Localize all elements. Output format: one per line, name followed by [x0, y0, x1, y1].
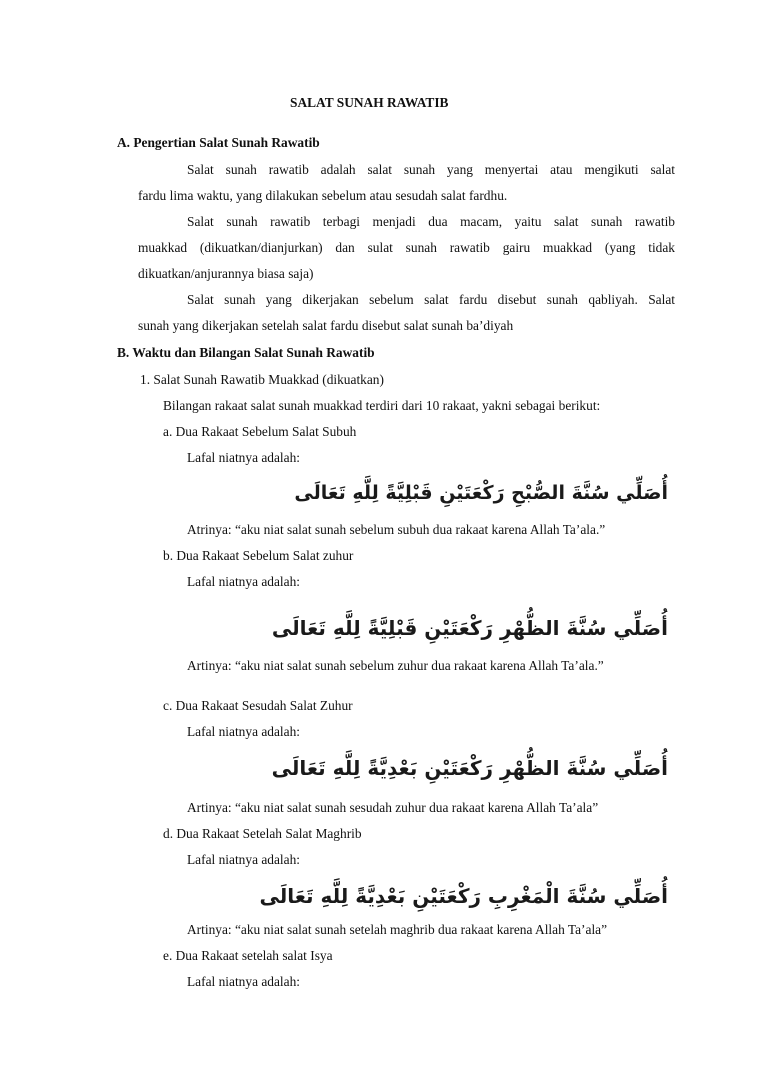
- paragraph-1-line-2: fardu lima waktu, yang dilakukan sebelum atau sesudah salat fardhu.: [138, 188, 508, 203]
- subitem-c-label: c. Dua Rakaat Sesudah Salat Zuhur: [163, 698, 353, 713]
- subitem-a-meaning: Atrinya: “aku niat salat sunah sebelum subuh dua rakaat karena Allah Ta’ala.”: [187, 522, 606, 537]
- subitem-b-arabic-niat: أُصَلِّي سُنَّةَ الظُّهْرِ رَكْعَتَيْنِ قَبْلِيَّةً لِلَّهِ تَعَالَى: [271, 616, 668, 640]
- paragraph-1-line-1: Salat sunah rawatib adalah salat sunah yang menyertai atau mengikuti salat: [187, 162, 675, 177]
- paragraph-3-line-2: sunah yang dikerjakan setelah salat fardu disebut salat sunah ba’diyah: [138, 318, 514, 333]
- list-item-1-description: Bilangan rakaat salat sunah muakkad terdiri dari 10 rakaat, yakni sebagai berikut:: [163, 398, 601, 413]
- subitem-c-lafal: Lafal niatnya adalah:: [187, 724, 301, 739]
- subitem-a-lafal: Lafal niatnya adalah:: [187, 450, 301, 465]
- section-b-heading: B. Waktu dan Bilangan Salat Sunah Rawatib: [117, 345, 375, 360]
- subitem-d-meaning: Artinya: “aku niat salat sunah setelah maghrib dua rakaat karena Allah Ta’ala”: [187, 922, 608, 937]
- page-title: SALAT SUNAH RAWATIB: [290, 95, 449, 110]
- subitem-e-label: e. Dua Rakaat setelah salat Isya: [163, 948, 333, 963]
- section-a-heading: A. Pengertian Salat Sunah Rawatib: [117, 135, 320, 150]
- paragraph-2-line-1: Salat sunah rawatib terbagi menjadi dua macam, yaitu salat sunah rawatib: [187, 214, 675, 229]
- subitem-d-arabic-niat: أُصَلِّي سُنَّةَ الْمَغْرِبِ رَكْعَتَيْنِ بَعْدِيَّةً لِلَّهِ تَعَالَى: [259, 884, 668, 908]
- subitem-d-label: d. Dua Rakaat Setelah Salat Maghrib: [163, 826, 362, 841]
- subitem-a-label: a. Dua Rakaat Sebelum Salat Subuh: [163, 424, 357, 439]
- subitem-e-lafal: Lafal niatnya adalah:: [187, 974, 301, 989]
- subitem-b-label: b. Dua Rakaat Sebelum Salat zuhur: [163, 548, 354, 563]
- subitem-b-lafal: Lafal niatnya adalah:: [187, 574, 301, 589]
- subitem-b-meaning: Artinya: “aku niat salat sunah sebelum zuhur dua rakaat karena Allah Ta’ala.”: [187, 658, 604, 673]
- paragraph-2-line-3: dikuatkan/anjurannya biasa saja): [138, 266, 314, 281]
- subitem-a-arabic-niat: أُصَلِّي سُنَّةَ الصُّبْحِ رَكْعَتَيْنِ قَبْلِيَّةً لِلَّهِ تَعَالَى: [294, 482, 668, 504]
- subitem-c-meaning: Artinya: “aku niat salat sunah sesudah zuhur dua rakaat karena Allah Ta’ala”: [187, 800, 599, 815]
- paragraph-3-line-1: Salat sunah yang dikerjakan sebelum salat fardu disebut sunah qabliyah. Salat: [187, 292, 675, 307]
- list-item-1: 1. Salat Sunah Rawatib Muakkad (dikuatkan): [140, 372, 384, 387]
- subitem-d-lafal: Lafal niatnya adalah:: [187, 852, 301, 867]
- subitem-c-arabic-niat: أُصَلِّي سُنَّةَ الظُّهْرِ رَكْعَتَيْنِ بَعْدِيَّةً لِلَّهِ تَعَالَى: [271, 756, 668, 780]
- paragraph-2-line-2: muakkad (dikuatkan/dianjurkan) dan sulat sunah rawatib gairu muakkad (yang tidak: [138, 240, 675, 255]
